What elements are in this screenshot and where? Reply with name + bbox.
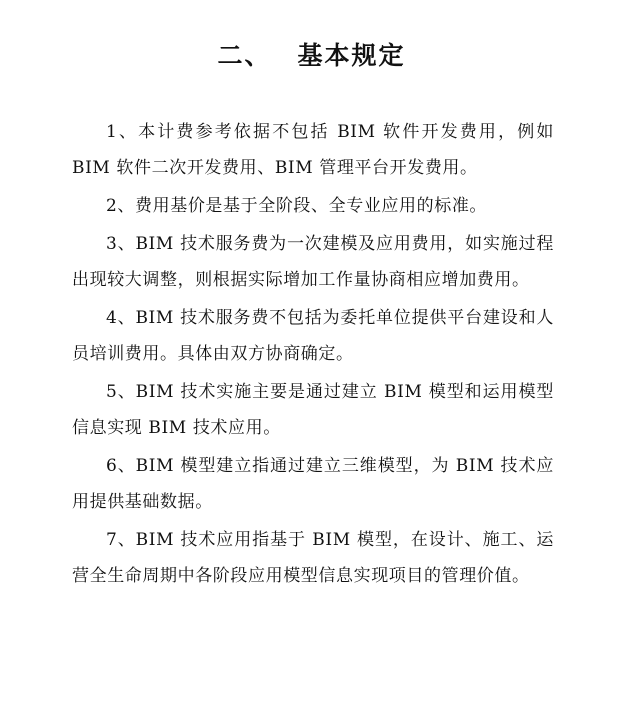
clause-1: 1、本计费参考依据不包括 BIM 软件开发费用，例如 BIM 软件二次开发费用、BIM 管理平台开发费用。 xyxy=(72,122,554,178)
section-title xyxy=(0,38,623,74)
clause-7: 7、BIM 技术应用指基于 BIM 模型，在设计、施工、运营全生命周期中各阶段应用模型信息实现项目的管理价值。 xyxy=(72,530,554,586)
clause-4: 4、BIM 技术服务费不包括为委托单位提供平台建设和人员培训费用。具体由双方协商确定。 xyxy=(72,308,554,364)
clause-5: 5、BIM 技术实施主要是通过建立 BIM 模型和运用模型信息实现 BIM 技术应用。 xyxy=(72,382,554,438)
clause-list xyxy=(72,114,554,594)
clause-6: 6、BIM 模型建立指通过建立三维模型，为 BIM 技术应用提供基础数据。 xyxy=(72,456,554,512)
section-number: 二、 xyxy=(217,41,272,70)
section-heading: 基本规定 xyxy=(297,41,406,70)
clause-2: 2、费用基价是基于全阶段、全专业应用的标准。 xyxy=(106,196,488,216)
clause-3: 3、BIM 技术服务费为一次建模及应用费用，如实施过程出现较大调整，则根据实际增加工作量协商相应增加费用。 xyxy=(72,234,554,290)
